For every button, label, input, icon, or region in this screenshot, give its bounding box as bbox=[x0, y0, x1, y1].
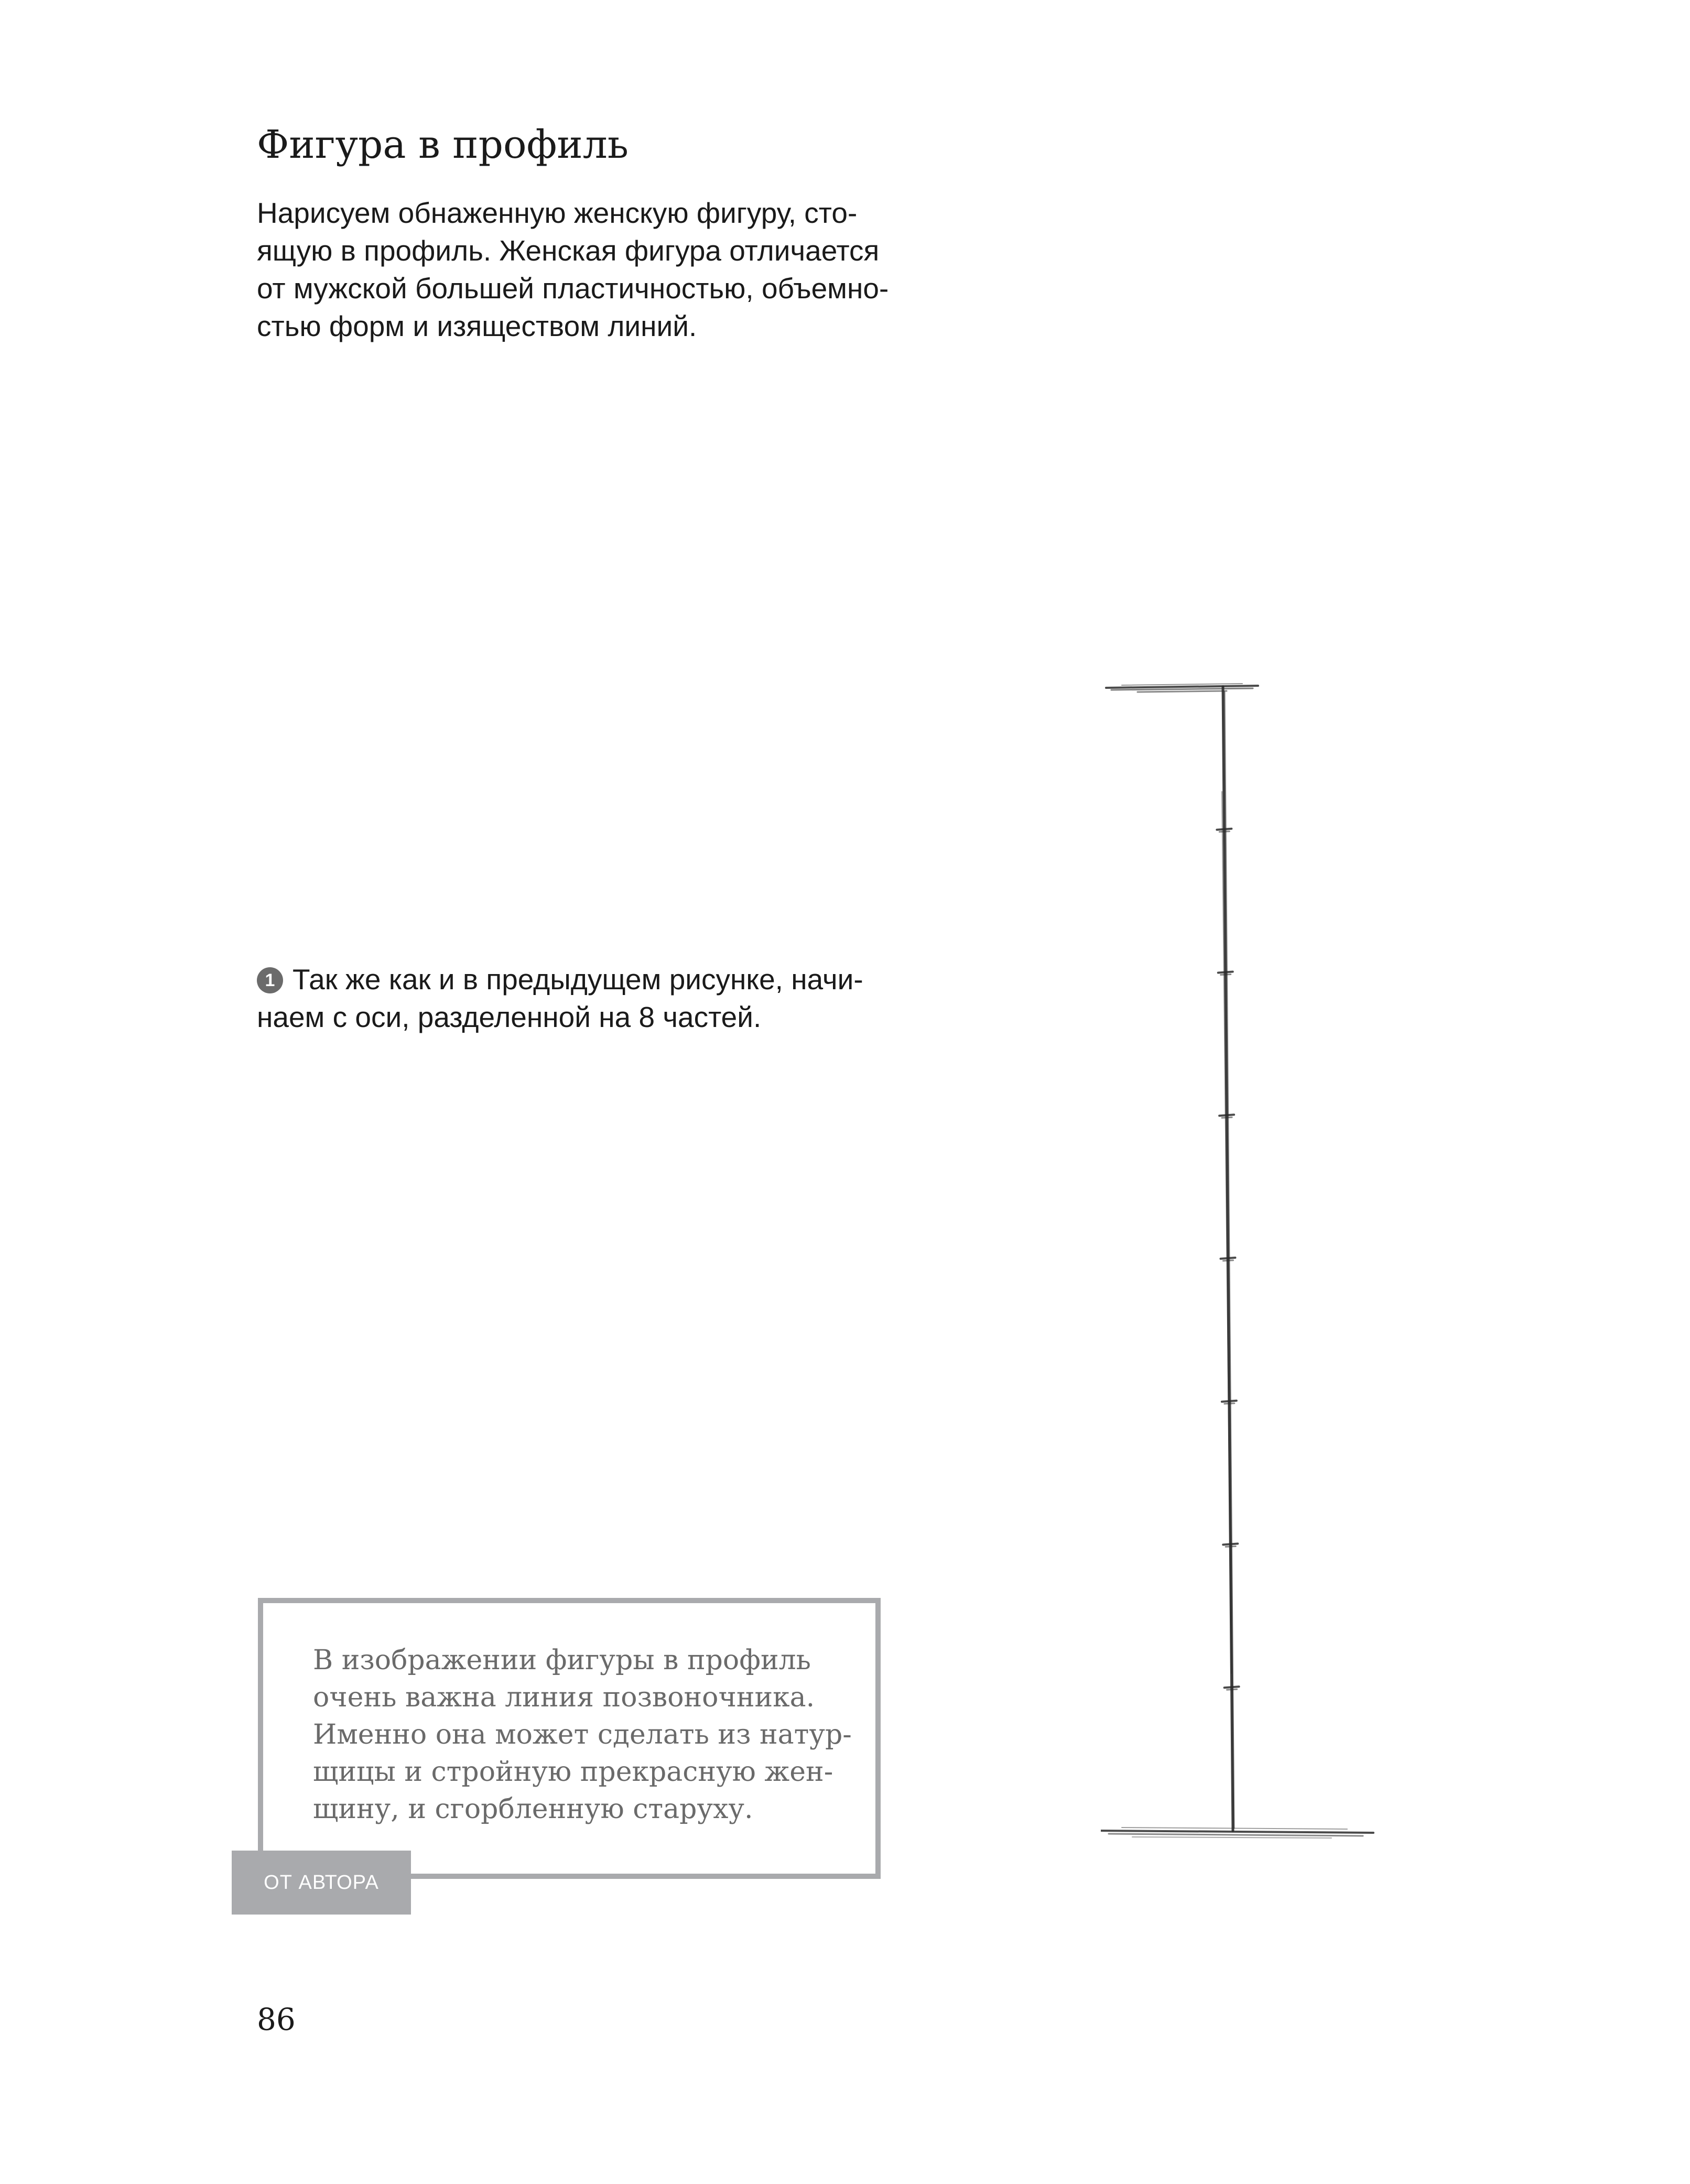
author-note-box bbox=[258, 1598, 881, 1879]
intro-line: стью форм и изяществом линий. bbox=[257, 310, 697, 342]
step-line-text: Так же как и в предыдущем рисунке, начи- bbox=[292, 963, 863, 996]
page-number: 86 bbox=[257, 2002, 296, 2037]
division-tick bbox=[1219, 1115, 1234, 1116]
note-line: очень важна линия позвоночника. bbox=[313, 1682, 815, 1713]
top-line bbox=[1122, 684, 1242, 685]
bottom-line bbox=[1132, 1837, 1331, 1838]
top-line bbox=[1111, 688, 1253, 690]
pencil-strokes bbox=[1101, 684, 1373, 1838]
note-line: Именно она может сделать из натур- bbox=[313, 1719, 852, 1750]
note-line: В изображении фигуры в профиль bbox=[313, 1645, 811, 1676]
step-line bbox=[257, 960, 896, 998]
intro-line: Нарисуем обнаженную женскую фигуру, сто- bbox=[257, 197, 858, 229]
bottom-line bbox=[1101, 1831, 1373, 1833]
note-line: щину, и сгорбленную старуху. bbox=[313, 1793, 753, 1825]
division-tick bbox=[1227, 1689, 1237, 1690]
note-line: щицы и стройную прекрасную жен- bbox=[313, 1756, 833, 1788]
author-note-text bbox=[313, 1642, 852, 1828]
step-line: наем с оси, разделенной на 8 частей. bbox=[257, 1001, 762, 1033]
division-tick bbox=[1221, 1258, 1236, 1259]
bottom-line bbox=[1109, 1834, 1363, 1836]
intro-line: ящую в профиль. Женская фигура отличается bbox=[257, 234, 880, 267]
division-tick bbox=[1223, 1260, 1233, 1261]
intro-paragraph bbox=[257, 194, 889, 345]
division-tick bbox=[1222, 1117, 1232, 1118]
division-tick bbox=[1222, 1401, 1237, 1402]
page-title: Фигура в профиль bbox=[257, 122, 629, 167]
step-1-caption bbox=[257, 960, 896, 1036]
division-tick bbox=[1218, 972, 1233, 973]
author-tag: ОТ АВТОРА bbox=[232, 1851, 411, 1915]
division-tick bbox=[1225, 1403, 1234, 1404]
top-line bbox=[1138, 691, 1227, 692]
axis-sketch bbox=[1101, 661, 1405, 1845]
intro-line: от мужской большей пластичностью, объемно- bbox=[257, 272, 889, 305]
step-number-badge: 1 bbox=[257, 967, 283, 993]
division-tick bbox=[1219, 831, 1229, 832]
top-line bbox=[1106, 686, 1258, 688]
division-tick bbox=[1223, 1544, 1238, 1545]
division-tick bbox=[1225, 1686, 1239, 1688]
division-tick bbox=[1217, 829, 1231, 830]
